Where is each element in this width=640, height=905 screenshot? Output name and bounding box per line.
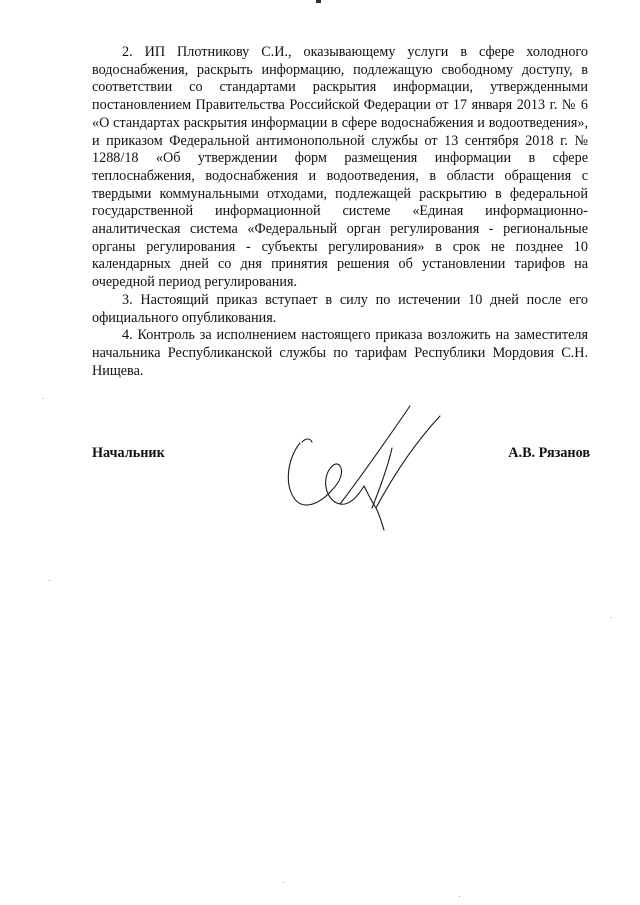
- paragraph-3: 3. Настоящий приказ вступает в силу по истечении 10 дней после его официального опубликования.: [92, 291, 588, 326]
- document-body: [92, 44, 588, 380]
- handwritten-signature: [280, 398, 460, 543]
- paragraph-4: 4. Контроль за исполнением настоящего приказа возложить на заместителя начальника Республиканской службы по тарифам Республики Мордовия С.Н. Нищева.: [92, 327, 588, 379]
- signatory-name: А.В. Рязанов: [508, 445, 590, 461]
- paragraph-2: 2. ИП Плотникову С.И., оказывающему услуги в сфере холодного водоснабжения, раскрыть информацию, подлежащую свободному доступу, в соответствии со стандартами раскрытия информации, утвержденными постановлением Правительства Российской Федерации от 17 января 2013 г. № 6 «О стандартах раскрытия информации в сфере водоснабжения и водоотведения», и приказом Федеральной антимонопольной службы от 13 сентября 2018 г. № 1288/18 «Об утверждении форм размещения информации в сфере теплоснабжения, водоснабжения и водоотведения, в области обращения с твердыми коммунальными отходами, подлежащей раскрытию в федеральной государственной информационной системе «Единая информационно-аналитическая система «Федеральный орган регулирования - региональные органы регулирования - субъекты регулирования» в срок не позднее 10 календарных дней со дня принятия решения об установлении тарифов на очередной период регулирования.: [92, 44, 588, 291]
- signatory-title: Начальник: [92, 445, 165, 461]
- scan-mark: [316, 0, 321, 3]
